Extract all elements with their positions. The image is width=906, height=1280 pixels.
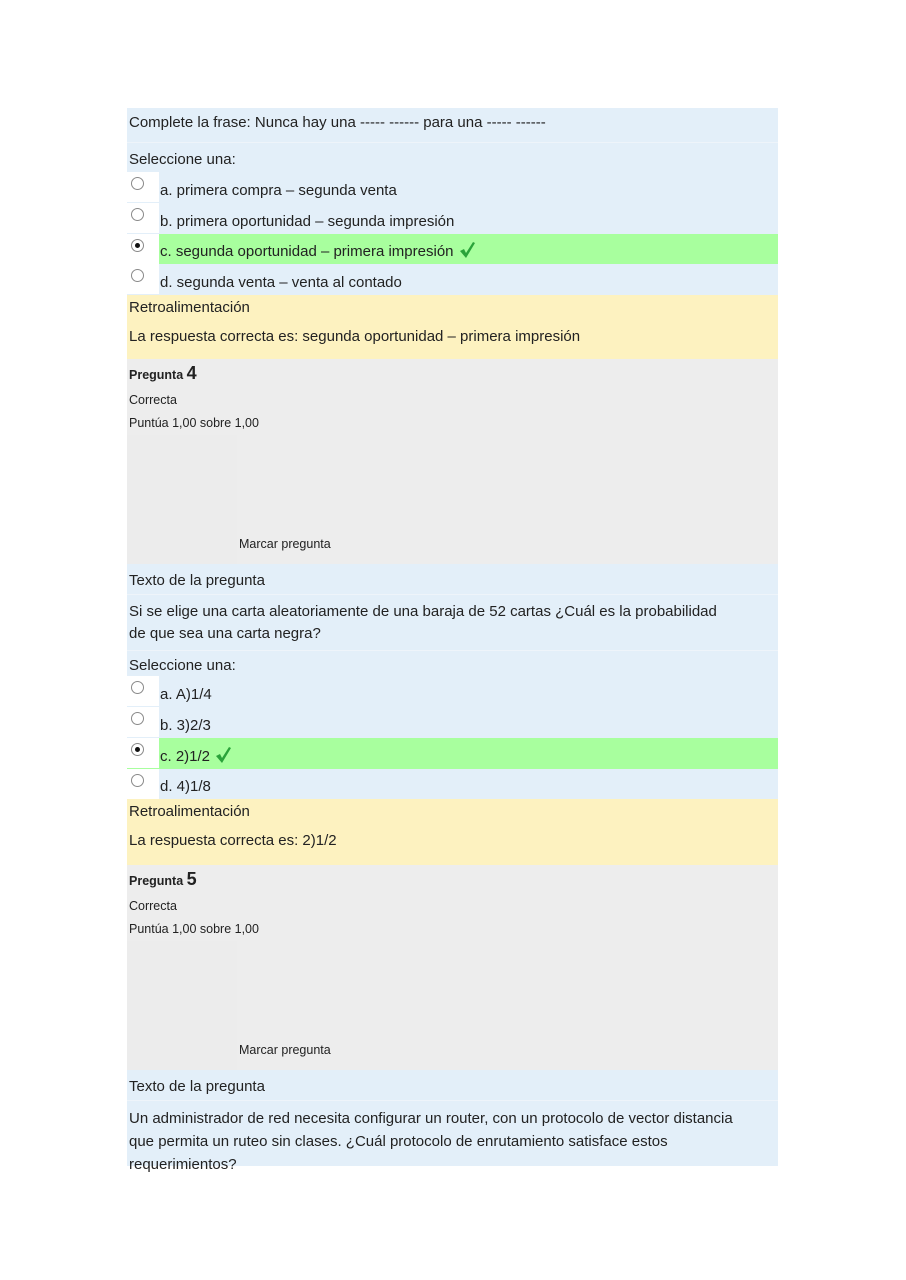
q4-stem: Si se elige una carta aleatoriamente de una baraja de 52 cartas ¿Cuál es la probabilidad de que sea una carta negra? [127,594,778,650]
q4-block [127,564,778,799]
pregunta-heading: Pregunta 5 [129,869,197,890]
q4-option-d[interactable]: d. 4)1/8 [127,769,778,800]
q4-status: Correcta [129,393,177,408]
radio-button-checked[interactable] [131,743,144,756]
radio-button[interactable] [131,177,144,190]
question-heading: Texto de la pregunta [129,572,265,590]
quiz-review [127,108,778,1174]
q4-select-label: Seleccione una: [127,650,778,676]
radio-button[interactable] [131,712,144,725]
flag-question[interactable] [127,941,778,1070]
q5-score: Puntúa 1,00 sobre 1,00 [129,922,259,937]
q4-option-c[interactable]: c. 2)1/2 [127,738,778,769]
radio-button-checked[interactable] [131,239,144,252]
q5-block [127,1070,778,1174]
feedback-title: Retroalimentación [129,299,250,317]
q5-status: Correcta [129,899,177,914]
q4-score: Puntúa 1,00 sobre 1,00 [129,416,259,431]
feedback-text: La respuesta correcta es: 2)1/2 [129,832,337,850]
feedback-text: La respuesta correcta es: segunda oportunidad – primera impresión [129,328,581,346]
q3-option-a[interactable]: a. primera compra – segunda venta [127,172,778,203]
question-heading: Texto de la pregunta [129,1078,265,1096]
q3-option-c[interactable]: c. segunda oportunidad – primera impresión [127,234,778,265]
flag-question-label[interactable]: Marcar pregunta [239,1043,331,1058]
flag-question[interactable] [127,435,778,564]
check-icon [214,746,232,764]
q3-select-label: Seleccione una: [127,142,778,172]
radio-button[interactable] [131,774,144,787]
feedback-title: Retroalimentación [129,803,250,821]
q5-stem: Un administrador de red necesita configurar un router, con un protocolo de vector distancia que permita un ruteo sin clases. ¿Cuál protocolo de enrutamiento satisface estos requerimientos? [127,1100,778,1166]
q3-feedback [127,295,778,359]
flag-question-label[interactable]: Marcar pregunta [239,537,331,552]
q4-option-a[interactable]: a. A)1/4 [127,676,778,707]
pregunta-heading: Pregunta 4 [129,363,197,384]
q4-info [127,359,778,564]
radio-button[interactable] [131,208,144,221]
q3-option-d[interactable]: d. segunda venta – venta al contado [127,264,778,295]
q3-stem: Complete la frase: Nunca hay una ----- ------ para una ----- ------ [129,114,546,131]
q4-feedback [127,799,778,865]
check-icon [458,241,476,259]
q3-block [127,108,778,295]
q5-info [127,865,778,1070]
q3-option-b[interactable]: b. primera oportunidad – segunda impresión [127,203,778,234]
q4-option-b[interactable]: b. 3)2/3 [127,707,778,738]
